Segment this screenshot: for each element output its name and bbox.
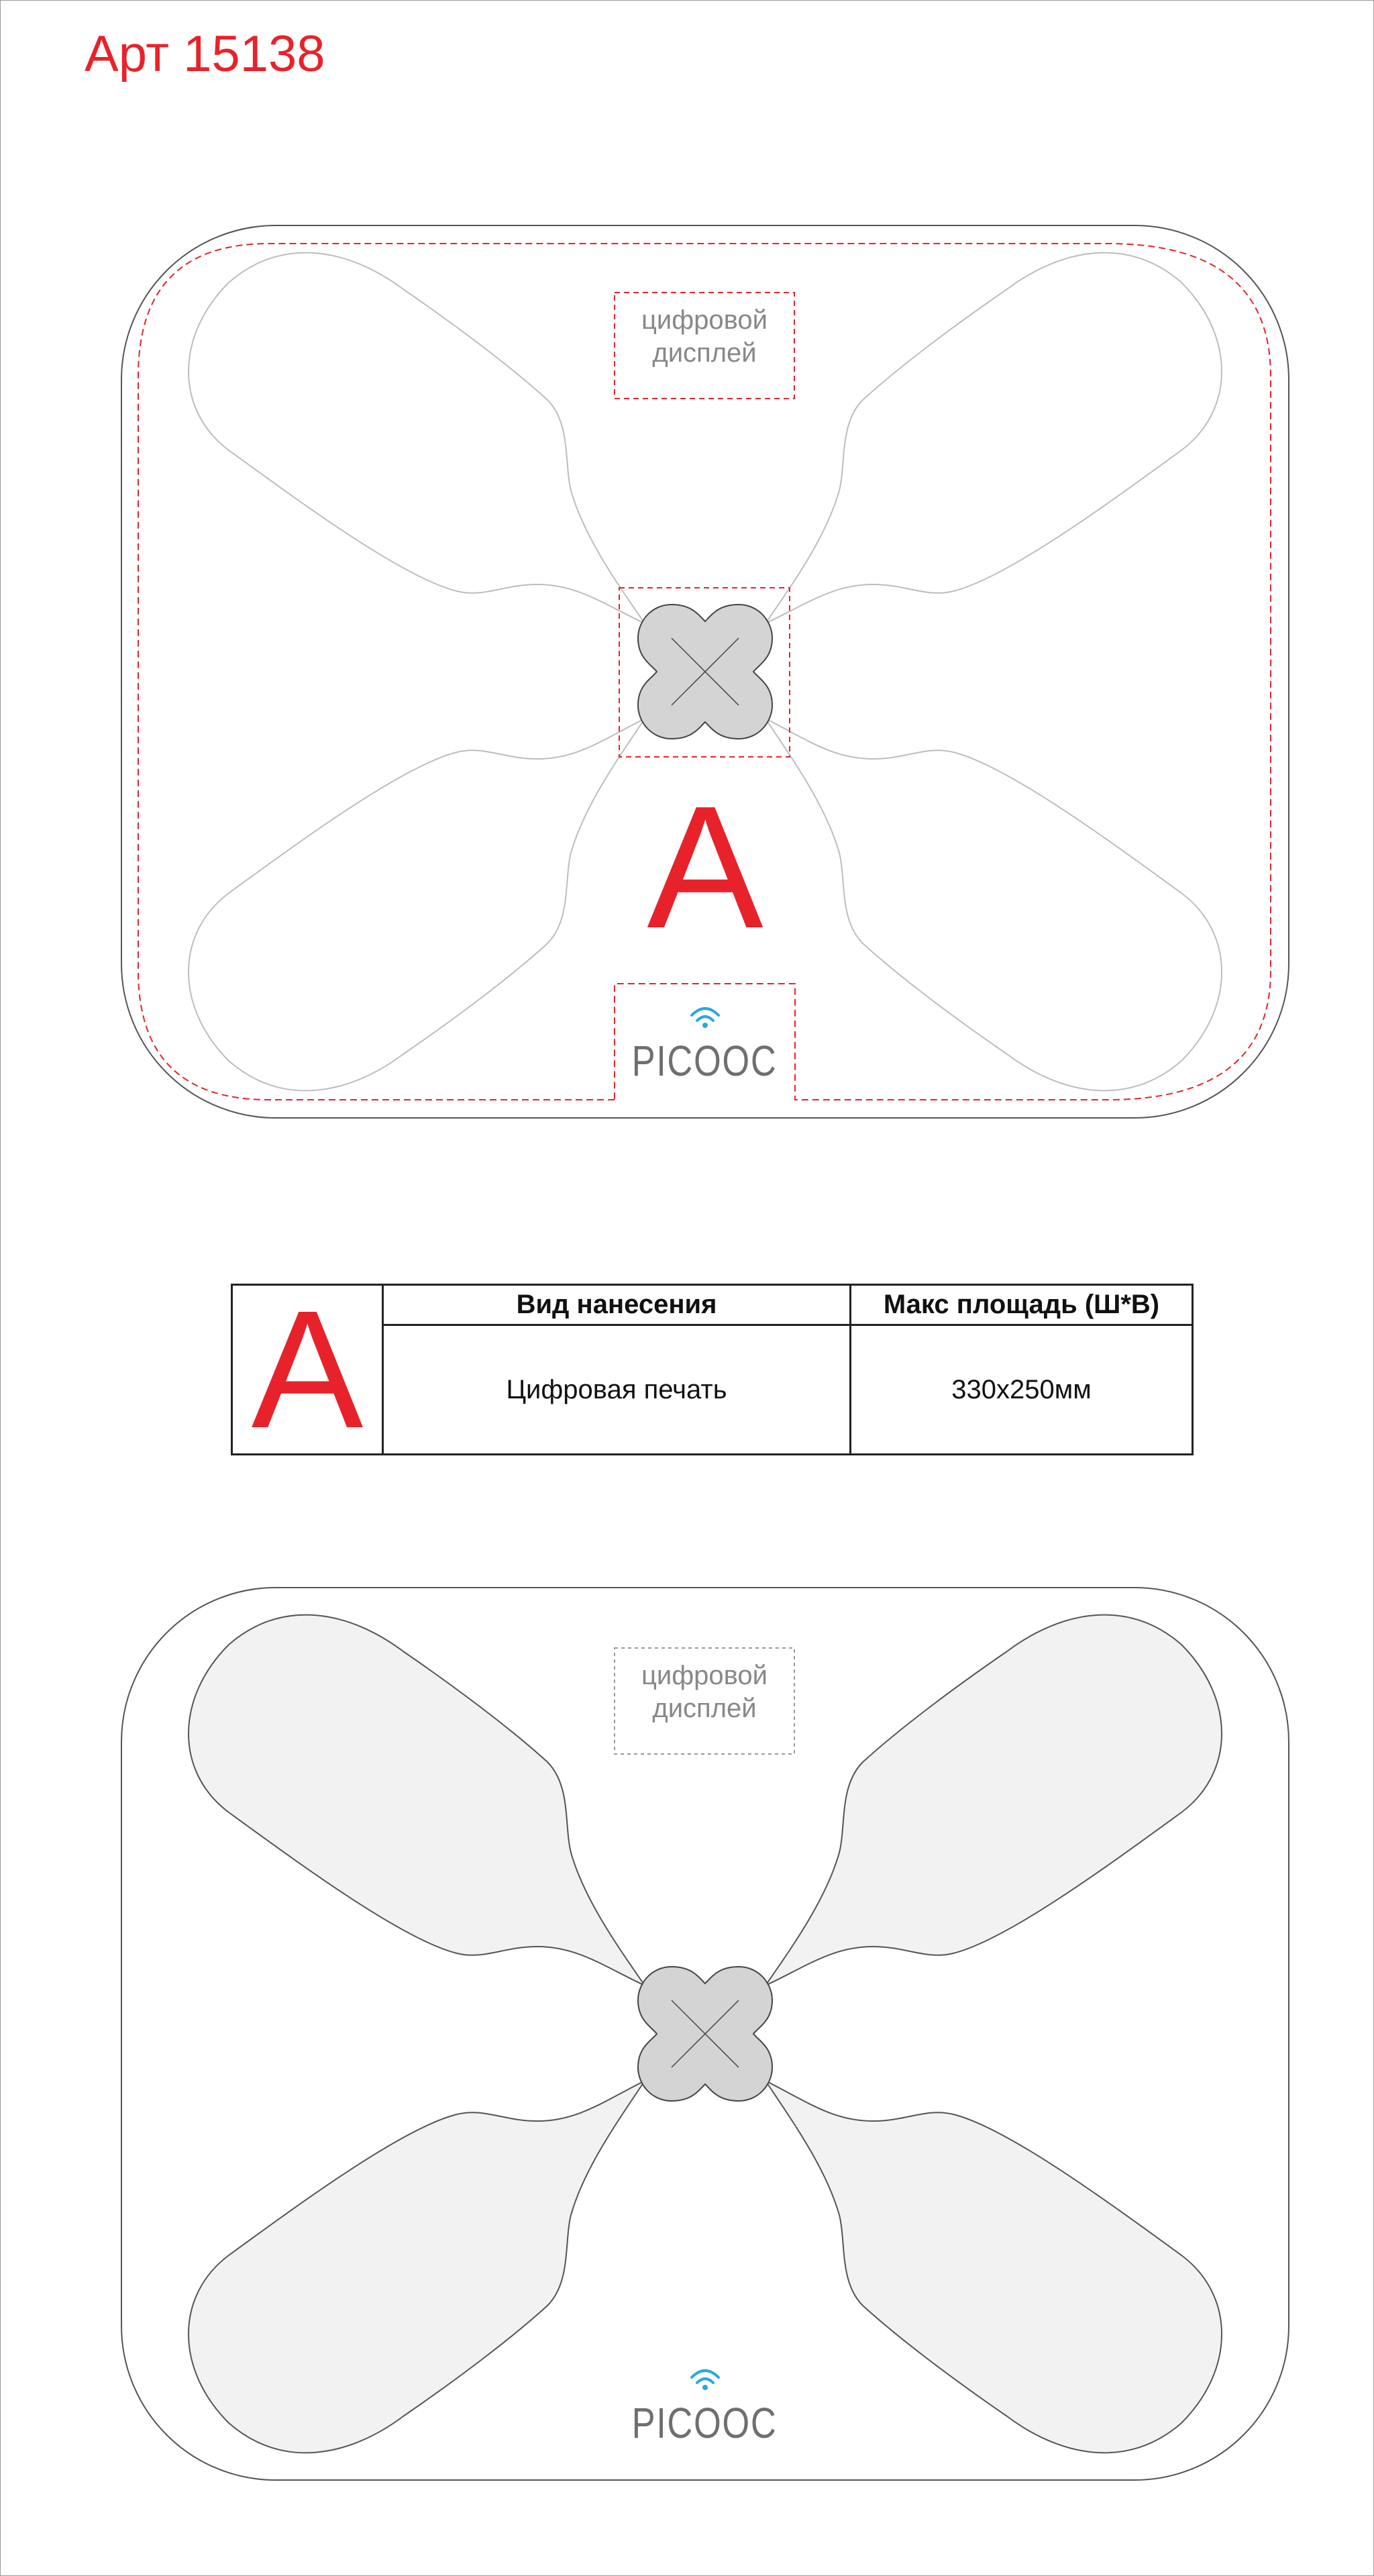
pad-top-left bbox=[189, 253, 645, 623]
wifi-icon bbox=[692, 1009, 719, 1021]
area-value: 330х250мм bbox=[851, 1325, 1193, 1455]
display-label: цифровой дисплей bbox=[641, 1661, 768, 1723]
pad-top-right bbox=[765, 1615, 1222, 1986]
brand-logo: PICOOC bbox=[631, 1037, 778, 1085]
top-view-drawing bbox=[1, 222, 1374, 1121]
method-value: Цифровая печать bbox=[383, 1325, 851, 1455]
pad-bottom-left bbox=[189, 2081, 645, 2453]
zone-letter-cell bbox=[232, 1276, 383, 1463]
pad-bottom-right bbox=[765, 2081, 1222, 2453]
zone-letter: A bbox=[251, 1276, 364, 1463]
bottom-view-drawing bbox=[1, 1584, 1374, 2483]
pad-bottom-left bbox=[189, 719, 645, 1090]
pad-top-left bbox=[189, 1615, 645, 1986]
wifi-icon bbox=[692, 2371, 719, 2383]
area-header: Макс площадь (Ш*В) bbox=[851, 1285, 1193, 1325]
pad-top-right bbox=[765, 253, 1222, 623]
pad-bottom-right bbox=[765, 719, 1222, 1090]
article-title: Арт 15138 bbox=[85, 25, 325, 83]
display-label: цифровой дисплей bbox=[641, 305, 768, 368]
method-header: Вид нанесения bbox=[383, 1285, 851, 1325]
print-spec-table bbox=[231, 1276, 1194, 1463]
print-zone-letter: A bbox=[647, 770, 763, 965]
brand-logo: PICOOC bbox=[631, 2399, 778, 2447]
